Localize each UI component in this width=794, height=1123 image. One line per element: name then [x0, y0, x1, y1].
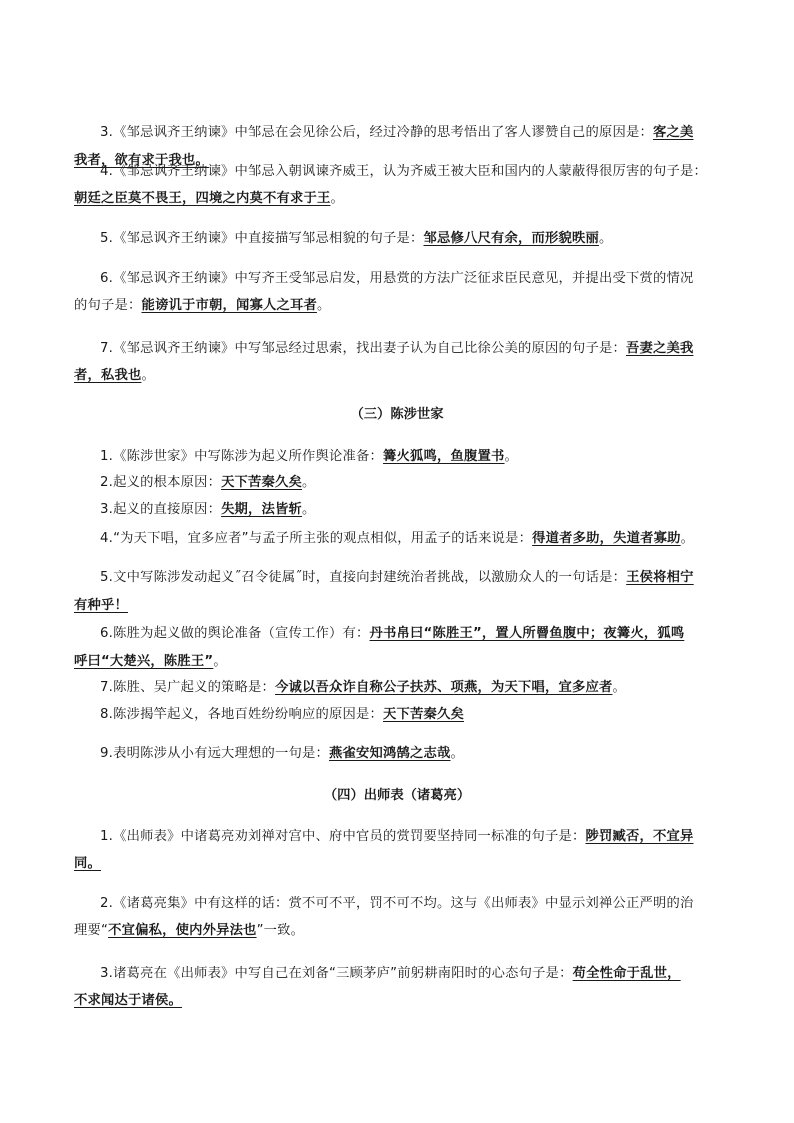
s2-q2-line	[100, 474, 316, 492]
answer-text: 篝火狐鸣，鱼腹置书	[383, 449, 505, 464]
question-text: 5.《邹忌讽齐王纳谏》中直接描写邹忌相貌的句子是：	[100, 231, 424, 246]
answer-text: 邹忌修八尺有余，而形貌昳丽	[423, 231, 599, 246]
s3-q2-line1	[100, 895, 693, 913]
punctuation: 。	[87, 856, 101, 871]
question-text: 3.起义的直接原因：	[100, 502, 222, 517]
s3-q1-line1	[100, 828, 693, 846]
section-heading-chenshe: （三）陈涉世家	[350, 407, 444, 422]
punctuation: 。	[316, 298, 331, 313]
punctuation: 。	[141, 368, 155, 383]
answer-text: 不宜偏私，使内外异法也	[108, 923, 257, 938]
answer-text: 我者，欲有求于我也	[74, 153, 196, 168]
answer-text: 陟罚臧否，不宜异	[585, 829, 694, 844]
answer-text: 吾妻之美我	[625, 341, 694, 356]
answer-text: 者，私我也	[74, 368, 142, 383]
question-text: 1.《陈涉世家》中写陈涉为起义所作舆论准备：	[100, 449, 384, 464]
question-text: 3.《邹忌讽齐王纳谏》中邹忌在会见徐公后，经过冷静的思考悟出了客人谬赞自己的原因是：	[100, 125, 653, 140]
s1-q3-line1	[100, 124, 693, 142]
s1-q6-line2	[74, 297, 330, 315]
question-text: ”一致。	[256, 923, 305, 938]
s1-q7-line1	[100, 340, 693, 358]
question-text: 7.《邹忌讽齐王纳谏》中写邹忌经过思索，找出妻子认为自己比徐公美的原因的句子是：	[100, 341, 626, 356]
answer-text: 燕雀安知鸿鹄之志哉	[329, 746, 451, 761]
question-text: 3.诸葛亮在《出师表》中写自己在刘备“三顾茅庐”前躬耕南阳时的心态句子是：	[100, 966, 573, 981]
s1-q4-line1	[100, 163, 707, 181]
question-text: 8.陈涉揭竿起义，各地百姓纷纷响应的原因是：	[100, 707, 384, 722]
punctuation: 。	[195, 153, 209, 168]
question-text: 2.《诸葛亮集》中有这样的话：赏不可不平，罚不可不均。这与《出师表》中显示刘禅公正严明的治	[100, 896, 694, 911]
s3-q3-line1	[100, 965, 681, 983]
answer-text: 今诚以吾众诈自称公子扶苏、项燕，为天下唱，宜多应者	[275, 680, 613, 695]
s1-q6-line1	[100, 270, 693, 288]
answer-text: 同	[74, 856, 88, 871]
s2-q6-line2	[74, 653, 227, 671]
question-text: 4.《邹忌讽齐王纳谏》中邹忌入朝讽谏齐威王，认为齐威王被大臣和国内的人蒙蔽得很厉害的句子是：	[100, 164, 707, 179]
question-text: 9.表明陈涉从小有远大理想的一句是：	[100, 746, 330, 761]
s2-q9-line	[100, 745, 464, 763]
punctuation: 。	[504, 449, 519, 464]
s2-q5-line1	[100, 569, 694, 587]
answer-text: 天下苦秦久矣	[383, 707, 465, 722]
question-text: 6.《邹忌讽齐王纳谏》中写齐王受邹忌启发，用悬赏的方法广泛征求臣民意见，并提出受下赏的情况	[100, 271, 694, 286]
answer-text: 能谤讥于市朝，闻寡人之耳者	[141, 298, 317, 313]
s1-q7-line2	[74, 367, 155, 385]
section-heading-chushibiao: （四）出师表（诸葛亮）	[323, 788, 471, 803]
answer-text: 客之美	[652, 125, 694, 140]
punctuation: 。	[330, 191, 344, 206]
answer-text: 丹书帛曰“陈胜王”，置人所罾鱼腹中；夜篝火，狐鸣	[369, 626, 685, 641]
answer-text: 得道者多助，失道者寡助	[532, 531, 681, 546]
s2-q5-line2	[74, 597, 128, 615]
question-text: 5.文中写陈涉发动起义˝召令徒属˝时，直接向封建统治者挑战，以激励众人的一句话是：	[100, 570, 627, 585]
answer-text: 朝廷之臣莫不畏王，四境之内莫不有求于王	[74, 191, 331, 206]
answer-text: 失期，法皆斩	[221, 502, 303, 517]
punctuation: 。	[598, 231, 613, 246]
s1-q4-line2	[74, 190, 344, 208]
answer-text: 不求闻达于诸侯	[74, 993, 169, 1008]
question-text: 4.“为天下唱，宜多应者”与孟子所主张的观点相似，用孟子的话来说是：	[100, 531, 533, 546]
punctuation: 。	[450, 746, 465, 761]
question-text: 理要“	[74, 923, 109, 938]
question-text: 的句子是：	[74, 298, 142, 313]
s2-q8-line	[100, 706, 464, 724]
punctuation: 。	[302, 475, 316, 490]
s3-q3-line2	[74, 992, 182, 1010]
punctuation: 。	[213, 654, 227, 669]
s1-q5-line	[100, 230, 612, 248]
punctuation: 。	[168, 993, 182, 1008]
answer-text: 苟全性命于乱世，	[572, 966, 681, 981]
answer-text: 王侯将相宁	[626, 570, 694, 585]
question-text: 6.陈胜为起义做的舆论准备（宣传工作）有：	[100, 626, 370, 641]
s2-q1-line	[100, 448, 518, 466]
punctuation: 。	[612, 680, 626, 695]
question-text: 2.起义的根本原因：	[100, 475, 222, 490]
question-text: 7.陈胜、吴广起义的策略是：	[100, 680, 276, 695]
answer-text: 有种乎！	[74, 598, 128, 613]
s2-q3-line	[100, 501, 316, 519]
question-text: 1.《出师表》中诸葛亮劝刘禅对宫中、府中官员的赏罚要坚持同一标准的句子是：	[100, 829, 586, 844]
s2-q6-line1	[100, 625, 684, 643]
answer-text: 呼曰“大楚兴，陈胜王”	[74, 654, 214, 669]
punctuation: 。	[680, 531, 695, 546]
s3-q2-line2	[74, 922, 304, 940]
punctuation: 。	[302, 502, 316, 517]
s2-q7-line	[100, 679, 626, 697]
s3-q1-line2	[74, 855, 101, 873]
s2-q4-line	[100, 530, 694, 548]
answer-text: 天下苦秦久矣	[221, 475, 303, 490]
